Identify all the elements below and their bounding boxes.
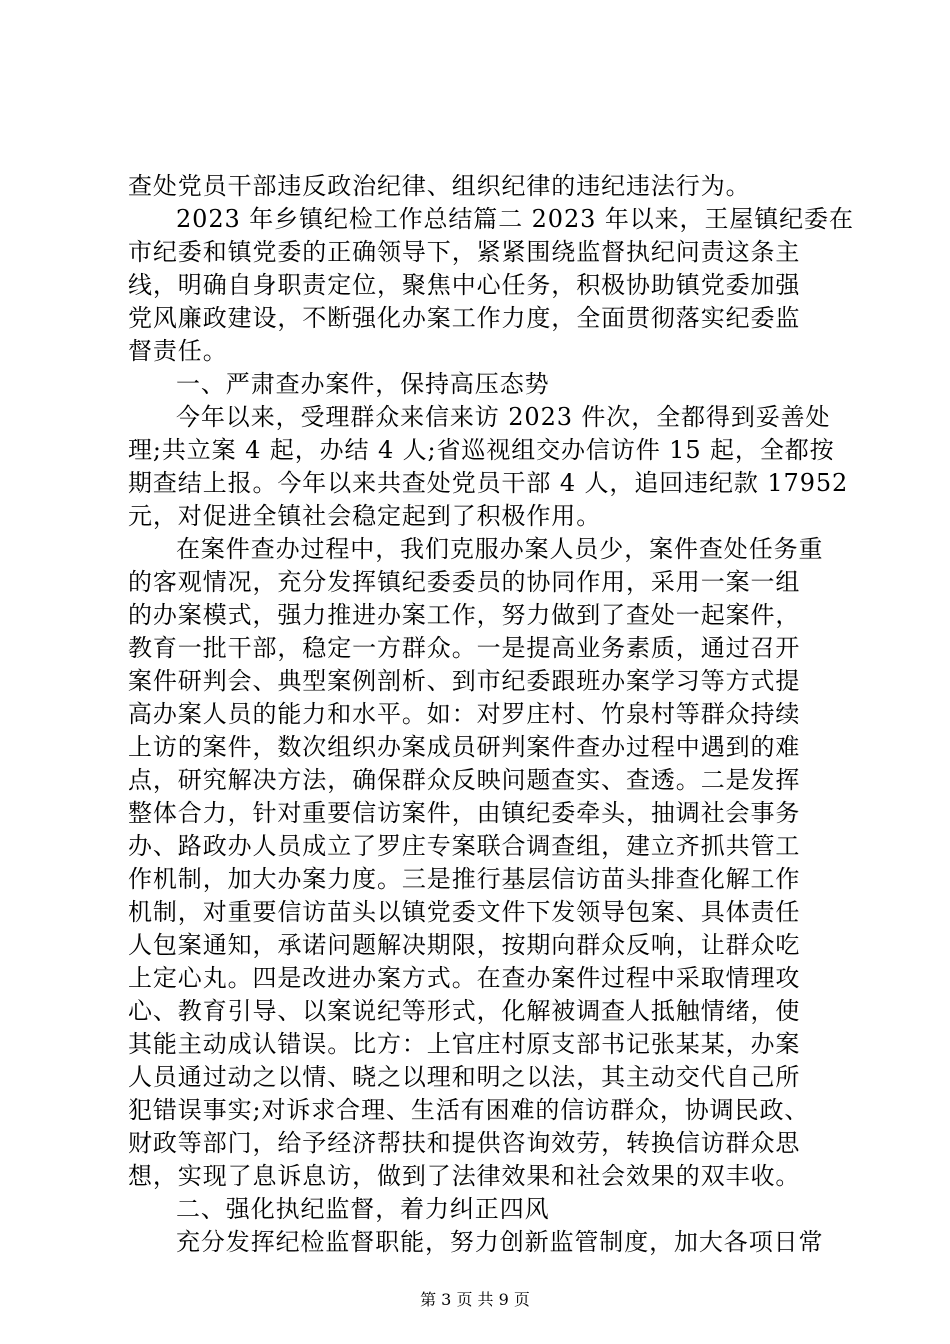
text-line: 的办案模式，强力推进办案工作，努力做到了查处一起案件， [128, 601, 801, 629]
text-line: 的客观情况，充分发挥镇纪委委员的协同作用，采用一案一组 [128, 568, 801, 596]
text-line: 办、路政办人员成立了罗庄专案联合调查组，建立齐抓共管工 [128, 832, 801, 860]
text-line: 犯错误事实;对诉求合理、生活有困难的信访群众，协调民政、 [128, 1096, 810, 1124]
text-line: 案件研判会、典型案例剖析、到市纪委跟班办案学习等方式提 [128, 667, 801, 695]
text-line: 在案件查办过程中，我们克服办案人员少，案件查处任务重 [176, 535, 824, 563]
text-line: 整体合力，针对重要信访案件，由镇纪委牵头，抽调社会事务 [128, 799, 801, 827]
text-line: 元，对促进全镇社会稳定起到了积极作用。 [128, 502, 602, 530]
text-line: 教育一批干部，稳定一方群众。一是提高业务素质，通过召开 [128, 634, 801, 662]
text-line: 其能主动成认错误。比方：上官庄村原支部书记张某某，办案 [128, 1030, 801, 1058]
text-line: 心、教育引导、以案说纪等形式，化解被调查人抵触情绪，使 [128, 997, 801, 1025]
text-line: 作机制，加大办案力度。三是推行基层信访苗头排查化解工作 [128, 865, 801, 893]
text-line: 今年以来，受理群众来信来访 2023 件次，全都得到妥善处 [176, 403, 831, 431]
text-line: 党风廉政建设，不断强化办案工作力度，全面贯彻落实纪委监 [128, 304, 801, 332]
text-line: 机制，对重要信访苗头以镇党委文件下发领导包案、具体责任 [128, 898, 801, 926]
text-line: 2023 年乡镇纪检工作总结篇二 2023 年以来，王屋镇纪委在 [176, 205, 854, 233]
section-heading: 一、严肃查办案件，保持高压态势 [176, 370, 550, 398]
text-line: 人包案通知，承诺问题解决期限，按期向群众反响，让群众吃 [128, 931, 801, 959]
text-line: 市纪委和镇党委的正确领导下，紧紧围绕监督执纪问责这条主 [128, 238, 801, 266]
text-line: 期查结上报。今年以来共查处党员干部 4 人，追回违纪款 17952 [128, 469, 849, 497]
text-line: 线，明确自身职责定位，聚焦中心任务，积极协助镇党委加强 [128, 271, 801, 299]
text-line: 督责任。 [128, 337, 228, 365]
text-line: 点，研究解决方法，确保群众反映问题查实、查透。二是发挥 [128, 766, 801, 794]
page-number-footer: 第 3 页 共 9 页 [420, 1290, 530, 1309]
text-line: 财政等部门，给予经济帮扶和提供咨询效劳，转换信访群众思 [128, 1129, 801, 1157]
text-line: 上访的案件，数次组织办案成员研判案件查办过程中遇到的难 [128, 733, 801, 761]
text-line: 想，实现了息诉息访，做到了法律效果和社会效果的双丰收。 [128, 1162, 801, 1190]
text-line: 高办案人员的能力和水平。如：对罗庄村、竹泉村等群众持续 [128, 700, 801, 728]
section-heading: 二、强化执纪监督，着力纠正四风 [176, 1195, 550, 1223]
text-line: 人员通过动之以情、晓之以理和明之以法，其主动交代自己所 [128, 1063, 801, 1091]
text-line: 理;共立案 4 起，办结 4 人;省巡视组交办信访件 15 起，全都按 [128, 436, 835, 464]
text-line: 查处党员干部违反政治纪律、组织纪律的违纪违法行为。 [128, 172, 751, 200]
text-line: 上定心丸。四是改进办案方式。在查办案件过程中采取情理攻 [128, 964, 801, 992]
text-line: 充分发挥纪检监督职能，努力创新监管制度，加大各项日常 [176, 1228, 824, 1256]
